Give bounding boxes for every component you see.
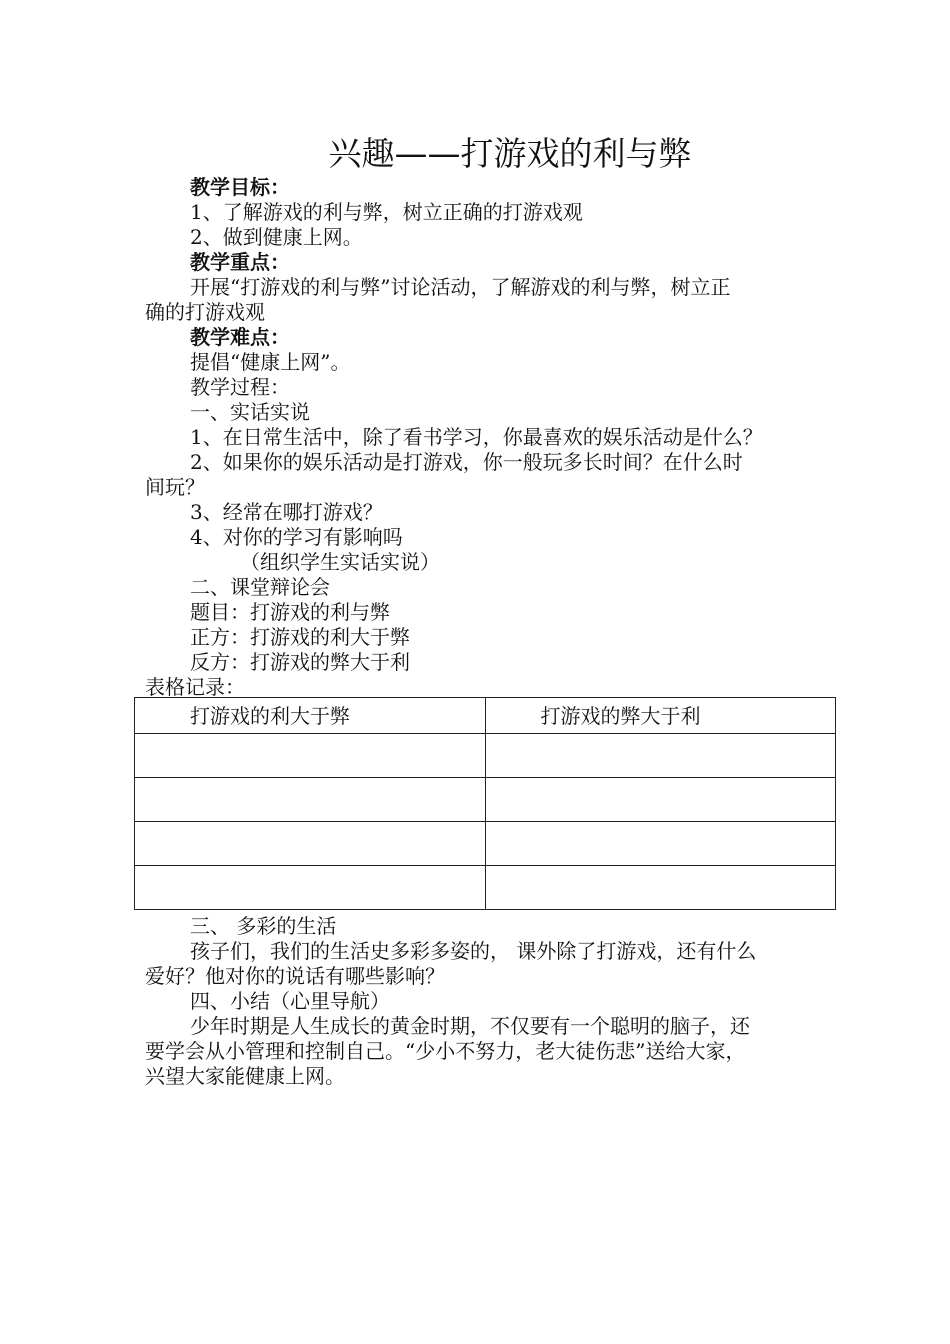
table-cell	[135, 734, 486, 778]
table-header-cell	[485, 698, 836, 734]
question-4: 4、对你的学习有影响吗	[190, 525, 403, 549]
process-heading: 教学过程：	[190, 375, 290, 399]
table-header-cell	[135, 698, 486, 734]
life-text-line-1: 孩子们，我们的生活史多彩多姿的， 课外除了打游戏，还有什么	[190, 939, 757, 963]
table-cell	[485, 778, 836, 822]
section-1-heading: 一、实话实说	[190, 400, 310, 424]
section-2-heading: 二、课堂辩论会	[190, 575, 330, 599]
document-title: 兴趣——打游戏的利与弊	[328, 134, 692, 173]
table-row	[135, 866, 836, 910]
key-text-line-1: 开展“打游戏的利与弊”讨论活动，了解游戏的利与弊，树立正	[190, 275, 731, 299]
life-text-line-2: 爱好？他对你的说话有哪些影响？	[145, 964, 445, 988]
table-cell	[135, 866, 486, 910]
table-row	[135, 778, 836, 822]
table-header-row	[135, 698, 836, 734]
table-cell	[135, 778, 486, 822]
question-2-line-1: 2、如果你的娱乐活动是打游戏，你一般玩多长时间？在什么时	[190, 450, 743, 474]
debate-con: 反方：打游戏的弊大于利	[190, 650, 410, 674]
table-cell	[135, 822, 486, 866]
key-heading: 教学重点：	[190, 250, 290, 274]
table-row	[135, 734, 836, 778]
question-2-line-2: 间玩？	[145, 475, 205, 499]
table-header-col-1: 打游戏的利大于弊	[190, 704, 350, 728]
debate-pro: 正方：打游戏的利大于弊	[190, 625, 410, 649]
summary-line-1: 少年时期是人生成长的黄金时期，不仅要有一个聪明的脑子，还	[190, 1014, 750, 1038]
question-1: 1、在日常生活中，除了看书学习，你最喜欢的娱乐活动是什么？	[190, 425, 763, 449]
table-row	[135, 822, 836, 866]
table-cell	[485, 866, 836, 910]
debate-topic: 题目：打游戏的利与弊	[190, 600, 390, 624]
summary-line-3: 兴望大家能健康上网。	[145, 1064, 345, 1088]
goal-2: 2、做到健康上网。	[190, 225, 363, 249]
table-cell	[485, 822, 836, 866]
record-table	[134, 697, 836, 910]
key-text-line-2: 确的打游戏观	[145, 300, 265, 324]
goal-1: 1、了解游戏的利与弊，树立正确的打游戏观	[190, 200, 583, 224]
difficulty-text: 提倡“健康上网”。	[190, 350, 351, 374]
goals-heading: 教学目标：	[190, 175, 290, 199]
table-cell	[485, 734, 836, 778]
table-label: 表格记录：	[145, 675, 245, 699]
question-note: （组织学生实话实说）	[240, 550, 440, 574]
section-4-heading: 四、小结（心里导航）	[190, 989, 390, 1013]
summary-line-2: 要学会从小管理和控制自己。“少小不努力，老大徒伤悲”送给大家，	[145, 1039, 746, 1063]
table-header-col-2: 打游戏的弊大于利	[540, 704, 701, 728]
question-3: 3、经常在哪打游戏？	[190, 500, 383, 524]
difficulty-heading: 教学难点：	[190, 325, 290, 349]
section-3-heading: 三、 多彩的生活	[190, 914, 337, 938]
